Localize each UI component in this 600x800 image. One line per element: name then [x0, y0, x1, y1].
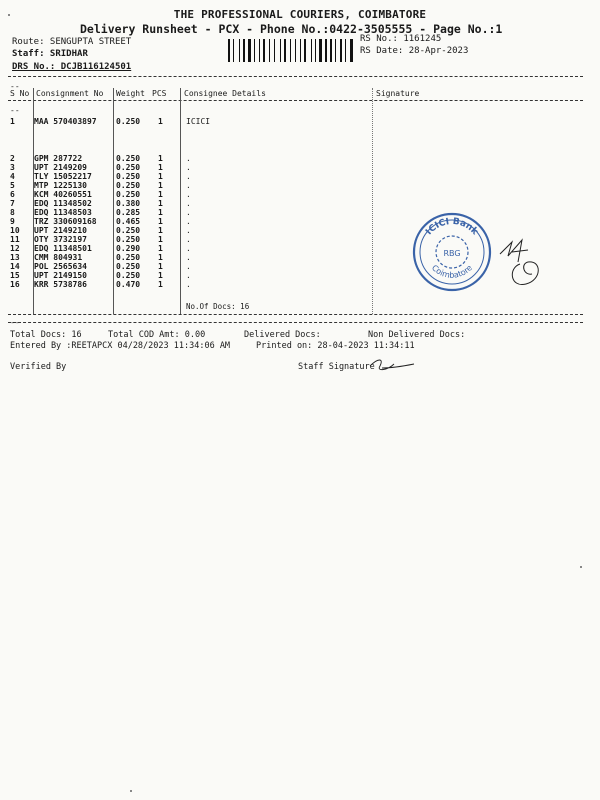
col-header-consignment: Consignment No	[36, 89, 104, 98]
barcode-bar	[330, 39, 332, 62]
barcode-bar	[228, 39, 230, 62]
row-consignment-no: CMM 804931	[34, 253, 83, 262]
barcode-bar	[304, 39, 306, 62]
col-header-sno: S No	[10, 89, 30, 98]
barcode-bar	[235, 39, 238, 62]
barcode-bar	[239, 39, 240, 62]
row-consignee: .	[186, 271, 191, 280]
row-weight: 0.250	[116, 190, 141, 199]
row-pcs: 1	[158, 244, 163, 253]
route-label: Route: SENGUPTA STREET	[12, 37, 132, 47]
row-sno: 6	[10, 190, 15, 199]
barcode-image	[228, 39, 356, 62]
barcode-bar	[347, 39, 349, 62]
row-sno: 5	[10, 181, 15, 190]
barcode-bar	[337, 39, 340, 62]
barcode-bar	[311, 39, 312, 62]
row-consignment-no: EDQ 11348503	[34, 208, 92, 217]
row-pcs: 1	[158, 271, 163, 280]
row-sno: 14	[10, 262, 20, 271]
barcode-bar	[340, 39, 342, 62]
row-consignment-no: UPT 2149210	[34, 226, 87, 235]
bank-stamp-icon	[410, 208, 494, 292]
row-weight: 0.250	[116, 253, 141, 262]
row-consignee: .	[186, 226, 191, 235]
row-consignee: .	[186, 244, 191, 253]
row-consignee: .	[186, 199, 191, 208]
row-consignee: .	[186, 154, 191, 163]
barcode-bar	[307, 39, 310, 62]
barcode-bar	[243, 39, 245, 62]
row-consignment-no: EDQ 11348501	[34, 244, 92, 253]
row-consignment-no: UPT 2149150	[34, 271, 87, 280]
row-pcs: 1	[158, 280, 163, 289]
row-pcs: 1	[158, 217, 163, 226]
row-weight: 0.250	[116, 262, 141, 271]
row-weight: 0.250	[116, 271, 141, 280]
row-consignee: .	[186, 181, 191, 190]
row-sno: 9	[10, 217, 15, 226]
runsheet-subtitle: Delivery Runsheet - PCX - Phone No.:0422-3505555 - Page No.:1	[80, 22, 503, 36]
row-consignee: .	[186, 190, 191, 199]
row-consignment-no: EDQ 11348502	[34, 199, 92, 208]
barcode-bar	[263, 39, 266, 62]
entered-by: Entered By :REETAPCX 04/28/2023 11:34:06 AM	[10, 341, 231, 351]
barcode-bar	[313, 39, 315, 62]
row-sno: 13	[10, 253, 20, 262]
row-weight: 0.380	[116, 199, 141, 208]
row-sno: 3	[10, 163, 15, 172]
barcode-bar	[231, 39, 232, 62]
barcode-bar	[354, 39, 355, 62]
barcode-bar	[317, 39, 318, 62]
stamp-center-text: RBG	[443, 249, 461, 258]
barcode-bar	[319, 39, 322, 62]
row-pcs: 1	[158, 199, 163, 208]
barcode-bar	[248, 39, 251, 62]
verified-by-label: Verified By	[10, 362, 67, 372]
row-sno: 8	[10, 208, 15, 217]
row-sno: 7	[10, 199, 15, 208]
barcode-bar	[280, 39, 281, 62]
barcode-bar	[266, 39, 268, 62]
barcode-bar	[269, 39, 270, 62]
column-divider	[113, 88, 114, 314]
divider	[8, 314, 583, 315]
row-weight: 0.465	[116, 217, 141, 226]
printed-on: Printed on: 28-04-2023 11:34:11	[256, 341, 415, 351]
row-pcs: 1	[158, 154, 163, 163]
row-sno: 12	[10, 244, 20, 253]
barcode-bar	[287, 39, 289, 62]
row-weight: 0.250	[116, 163, 141, 172]
barcode-bar	[350, 39, 353, 62]
non-delivered-docs: Non Delivered Docs:	[368, 330, 466, 340]
rs-number: RS No.: 1161245	[360, 34, 442, 44]
row-weight: 0.250	[116, 117, 141, 126]
barcode-bar	[252, 39, 253, 62]
row-consignment-no: MAA 570403897	[34, 117, 97, 126]
svg-text:Coimbatore	[430, 263, 474, 280]
row-consignment-no: UPT 2149209	[34, 163, 87, 172]
barcode-bar	[259, 39, 260, 62]
barcode-bar	[233, 39, 234, 62]
total-docs: Total Docs: 16	[10, 330, 82, 340]
col-header-weight: Weight	[116, 89, 145, 98]
barcode-bar	[290, 39, 291, 62]
row-weight: 0.285	[116, 208, 141, 217]
row-sno: 16	[10, 280, 20, 289]
stamp-top-text: ICICI Bank	[424, 216, 480, 238]
row-pcs: 1	[158, 235, 163, 244]
barcode-bar	[343, 39, 344, 62]
col-header-pcs: PCS	[152, 89, 167, 98]
row-sno: 4	[10, 172, 15, 181]
barcode-bar	[276, 39, 279, 62]
row-consignment-no: KCM 40260551	[34, 190, 92, 199]
barcode-bar	[271, 39, 273, 62]
barcode-bar	[241, 39, 243, 62]
row-consignee: .	[186, 208, 191, 217]
barcode-bar	[328, 39, 329, 62]
row-consignee: ICICI	[186, 117, 211, 126]
row-weight: 0.250	[116, 226, 141, 235]
row-consignee: .	[186, 280, 191, 289]
barcode-bar	[256, 39, 258, 62]
row-consignment-no: MTP 1225130	[34, 181, 87, 190]
scan-speck	[8, 14, 10, 16]
total-cod-amount: Total COD Amt: 0.00	[108, 330, 206, 340]
row-consignment-no: KRR 5738786	[34, 280, 87, 289]
row-pcs: 1	[158, 226, 163, 235]
rs-date: RS Date: 28-Apr-2023	[360, 46, 469, 56]
no-of-docs: No.Of Docs: 16	[186, 302, 250, 311]
divider	[8, 100, 583, 101]
row-weight: 0.290	[116, 244, 141, 253]
row-sno: 11	[10, 235, 20, 244]
row-consignee: .	[186, 172, 191, 181]
barcode-bar	[295, 39, 296, 62]
row-weight: 0.250	[116, 154, 141, 163]
staff-signature-label: Staff Signature	[298, 362, 375, 372]
barcode-bar	[302, 39, 303, 62]
stamp-bottom-text: Coimbatore	[429, 263, 475, 280]
dash-mark: --	[10, 318, 20, 327]
scan-speck	[580, 566, 582, 568]
dash-mark: --	[10, 106, 20, 115]
row-consignment-no: OTY 3732197	[34, 235, 87, 244]
row-pcs: 1	[158, 172, 163, 181]
row-consignee: .	[186, 217, 191, 226]
row-consignee: .	[186, 253, 191, 262]
row-consignment-no: TLY 15052217	[34, 172, 92, 181]
row-pcs: 1	[158, 253, 163, 262]
barcode-bar	[300, 39, 301, 62]
row-pcs: 1	[158, 181, 163, 190]
staff-signature-icon	[368, 356, 416, 374]
company-title: THE PROFESSIONAL COURIERS, COIMBATORE	[173, 8, 427, 21]
drs-number: DRS No.: DCJB116124501	[12, 62, 132, 72]
barcode-bar	[274, 39, 275, 62]
barcode-bar	[325, 39, 327, 62]
col-header-consignee: Consignee Details	[184, 89, 266, 98]
column-divider	[372, 88, 373, 314]
barcode-bar	[323, 39, 324, 62]
barcode-bar	[284, 39, 286, 62]
row-weight: 0.250	[116, 181, 141, 190]
barcode-bar	[261, 39, 262, 62]
barcode-bar	[345, 39, 346, 62]
barcode-bar	[291, 39, 294, 62]
row-consignment-no: POL 2565634	[34, 262, 87, 271]
barcode-bar	[254, 39, 255, 62]
divider	[8, 76, 583, 77]
barcode-bar	[297, 39, 299, 62]
row-pcs: 1	[158, 163, 163, 172]
row-pcs: 1	[158, 190, 163, 199]
handwritten-signature-icon	[498, 234, 548, 289]
barcode-bar	[315, 39, 316, 62]
row-consignee: .	[186, 262, 191, 271]
row-pcs: 1	[158, 117, 163, 126]
row-weight: 0.470	[116, 280, 141, 289]
barcode-bar	[282, 39, 283, 62]
barcode-bar	[246, 39, 247, 62]
row-sno: 15	[10, 271, 20, 280]
column-divider	[180, 88, 181, 314]
row-sno: 10	[10, 226, 20, 235]
scan-speck	[130, 790, 132, 792]
row-consignment-no: GPM 287722	[34, 154, 83, 163]
barcode-bar	[333, 39, 334, 62]
delivered-docs: Delivered Docs:	[244, 330, 321, 340]
divider	[8, 322, 583, 323]
row-sno: 2	[10, 154, 15, 163]
staff-label: Staff: SRIDHAR	[12, 49, 88, 59]
row-consignee: .	[186, 235, 191, 244]
row-weight: 0.250	[116, 235, 141, 244]
dash-mark: --	[10, 82, 20, 91]
row-sno: 1	[10, 117, 15, 126]
row-pcs: 1	[158, 208, 163, 217]
row-consignment-no: TRZ 330609168	[34, 217, 97, 226]
barcode-bar	[335, 39, 336, 62]
row-weight: 0.250	[116, 172, 141, 181]
row-consignee: .	[186, 163, 191, 172]
row-pcs: 1	[158, 262, 163, 271]
col-header-signature: Signature	[376, 89, 420, 98]
